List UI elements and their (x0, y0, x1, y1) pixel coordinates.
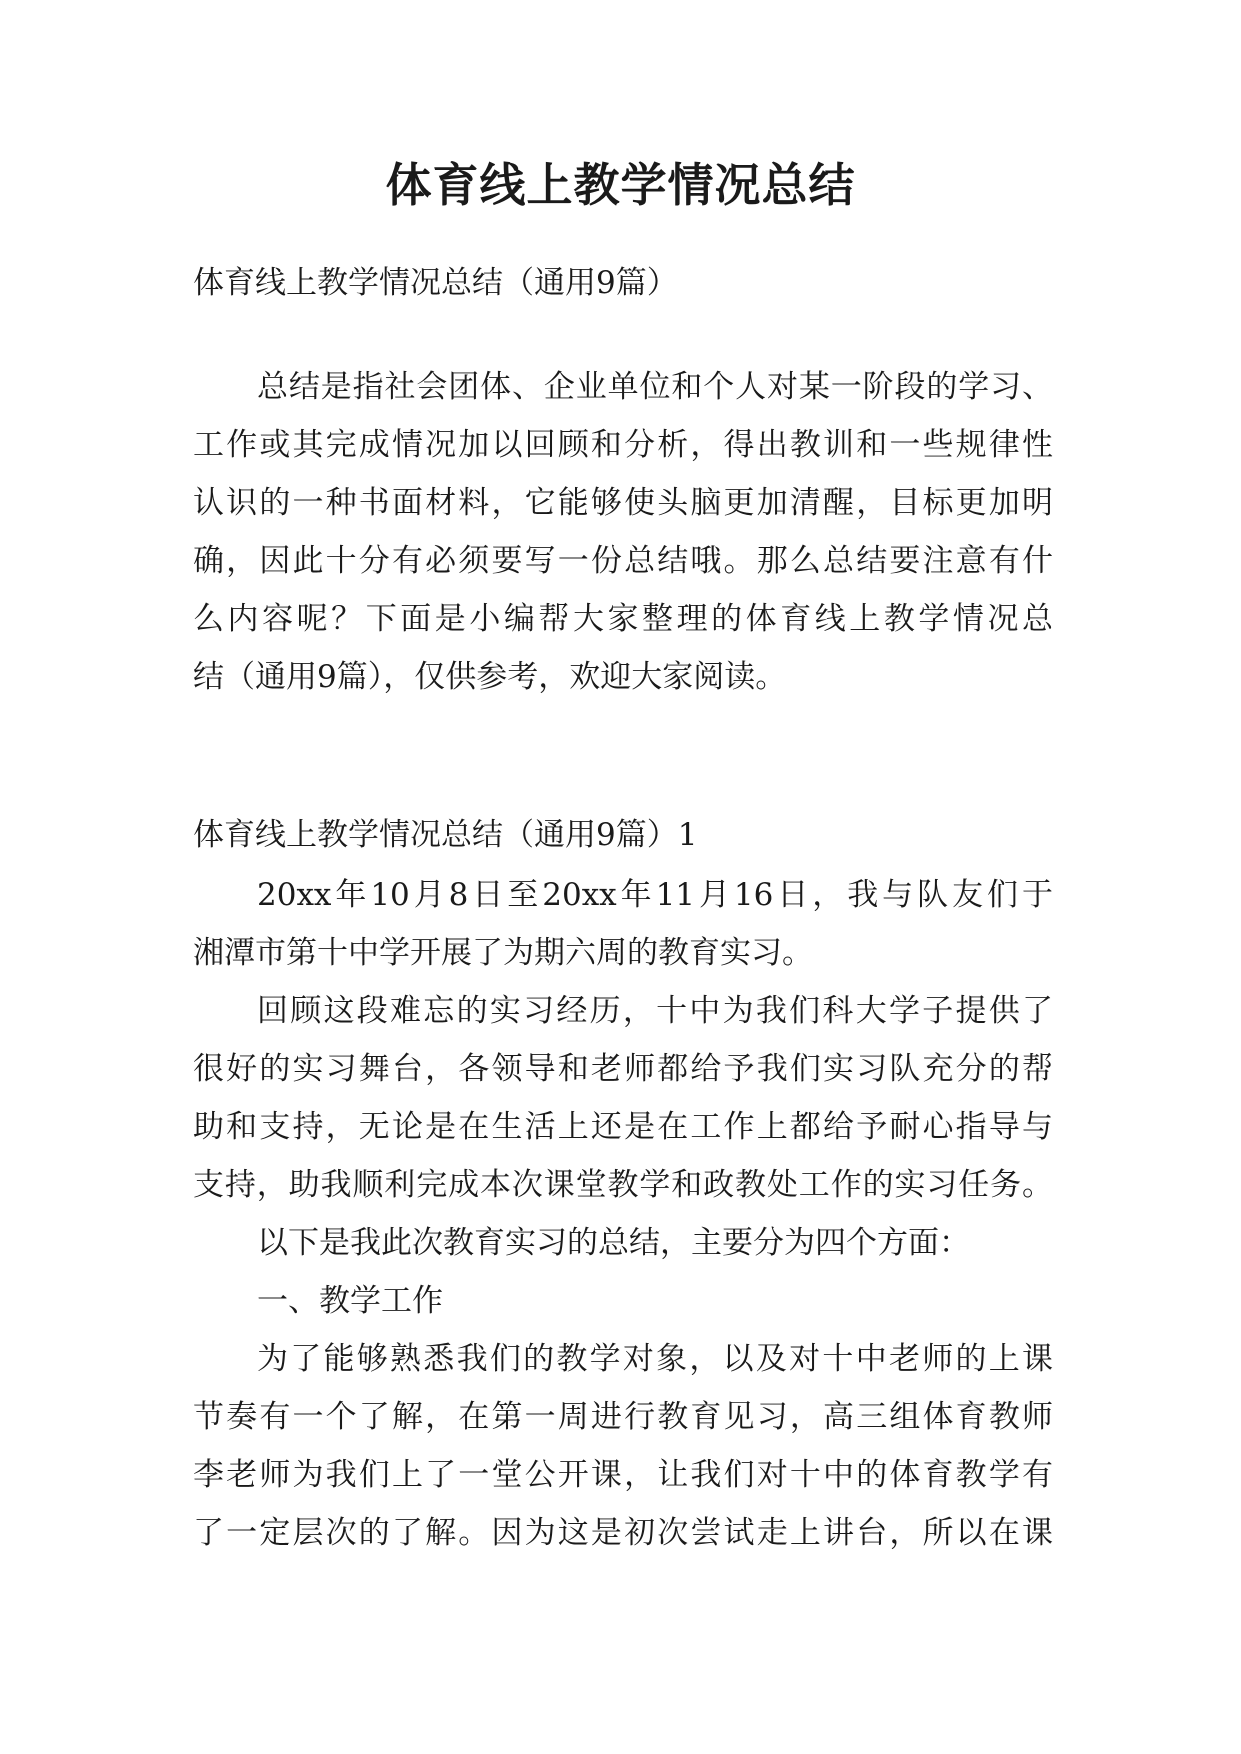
paragraph-line: 一、教学工作 (257, 1283, 443, 1319)
intro-paragraph (193, 358, 1053, 706)
section-heading: 体育线上教学情况总结（通用9篇）1 (193, 817, 698, 853)
document-title: 体育线上教学情况总结 (385, 158, 856, 212)
document-subtitle: 体育线上教学情况总结（通用9篇） (193, 265, 678, 301)
paragraph-line: 湘潭市第十中学开展了为期六周的教育实习。 (193, 935, 813, 971)
paragraph-line: 支持，助我顺利完成本次课堂教学和政教处工作的实习任务。 (193, 1167, 1053, 1203)
intro-line: 结（通用9篇），仅供参考，欢迎大家阅读。 (193, 659, 787, 695)
paragraph-4 (193, 1272, 1053, 1330)
paragraph-line: 以下是我此次教育实习的总结，主要分为四个方面： (257, 1225, 970, 1261)
intro-line: 总结是指社会团体、企业单位和个人对某一阶段的学习、 (257, 369, 1053, 405)
paragraph-line: 为了能够熟悉我们的教学对象，以及对十中老师的上课 (257, 1341, 1053, 1377)
paragraph-3 (193, 1214, 1053, 1272)
paragraph-line: 助和支持，无论是在生活上还是在工作上都给予耐心指导与 (193, 1109, 1053, 1145)
paragraph-line: 节奏有一个了解，在第一周进行教育见习，高三组体育教师 (193, 1399, 1053, 1435)
intro-line: 认识的一种书面材料，它能够使头脑更加清醒，目标更加明 (193, 485, 1053, 521)
paragraph-line: 20xx年10月8日至20xx年11月16日，我与队友们于 (257, 877, 1053, 913)
intro-line: 工作或其完成情况加以回顾和分析，得出教训和一些规律性 (193, 427, 1053, 463)
paragraph-line: 李老师为我们上了一堂公开课，让我们对十中的体育教学有 (193, 1457, 1053, 1493)
paragraph-line: 了一定层次的了解。因为这是初次尝试走上讲台，所以在课 (193, 1515, 1053, 1551)
paragraph-line: 回顾这段难忘的实习经历，十中为我们科大学子提供了 (257, 993, 1053, 1029)
paragraph-line: 很好的实习舞台，各领导和老师都给予我们实习队充分的帮 (193, 1051, 1053, 1087)
paragraph-2 (193, 982, 1053, 1214)
paragraph-5 (193, 1330, 1053, 1562)
intro-line: 么内容呢？下面是小编帮大家整理的体育线上教学情况总 (193, 601, 1053, 637)
intro-line: 确，因此十分有必须要写一份总结哦。那么总结要注意有什 (193, 543, 1053, 579)
paragraph-1 (193, 866, 1053, 982)
